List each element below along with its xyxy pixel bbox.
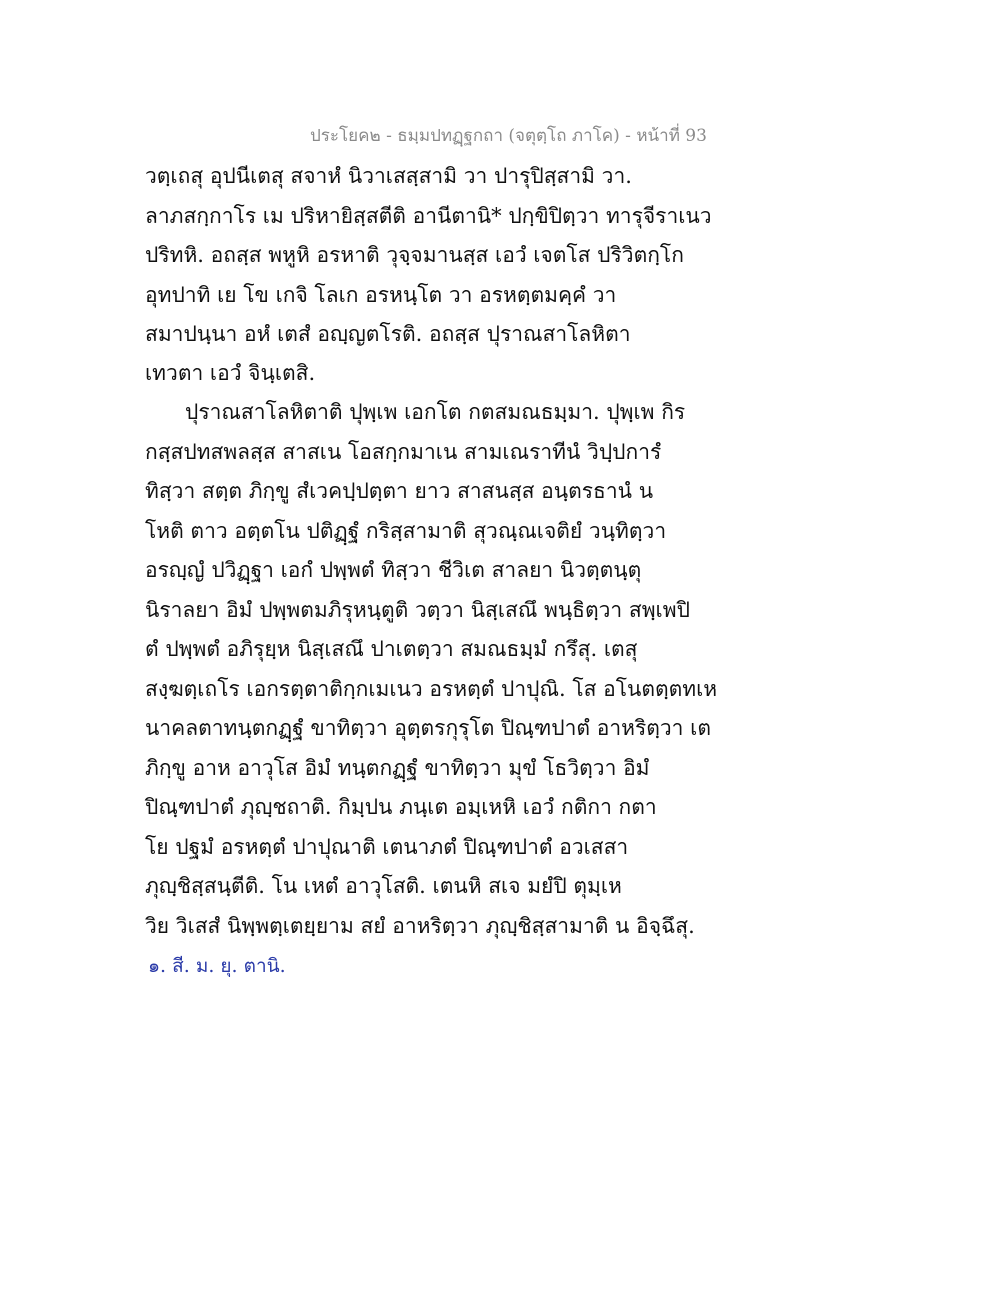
body-line: เทวตา เอวํ จินฺเตสิ. [145,361,316,385]
body-line: โหติ ตาว อตฺตโน ปติฏฺฐํ กริสฺสามาติ สุวณฺณเจติยํ วนฺทิตฺวา [145,519,667,543]
body-line: ปุราณสาโลหิตาติ ปุพฺเพ เอกโต กตสมณธมฺมา. ปุพฺเพ กิร [185,400,686,424]
body-line: ภุญฺชิสฺสนฺตีติ. โน เหตํ อาวุโสติ. เตนหิ สเจ มยํปิ ตุมฺเห [145,874,622,898]
body-line: สงฺฆตฺเถโร เอกรตฺตาติกฺกเมเนว อรหตฺตํ ปาปุณิ. โส อโนตตฺตทเห [145,677,718,701]
body-line: วตฺเถสุ อุปนีเตสุ สจาหํ นิวาเสสฺสามิ วา ปารุปิสฺสามิ วา. [145,164,632,188]
body-line: ลาภสกฺกาโร เม ปริหายิสฺสตีติ อานีตานิ* ปกฺขิปิตฺวา ทารุจีราเนว [145,204,712,228]
body-line: ทิสฺวา สตฺต ภิกฺขู สํเวคปฺปตฺตา ยาว สาสนสฺส อนฺตรธานํ น [145,479,654,503]
body-line: กสฺสปทสพลสฺส สาสเน โอสกฺกมาเน สามเณราทีนํ วิปฺปการํ [145,440,662,464]
body-line: นิราลยา อิมํ ปพฺพตมภิรุหนฺตูติ วตฺวา นิสฺเสณึ พนฺธิตฺวา สพฺเพปิ [145,598,690,622]
body-line: ตํ ปพฺพตํ อภิรุยฺห นิสฺเสณึ ปาเตตฺวา สมณธมฺมํ กรึสุ. เตสุ [145,637,638,661]
body-line: ปิณฺฑปาตํ ภุญฺชถาติ. กิมฺปน ภนฺเต อมฺเหหิ เอวํ กติกา กตา [145,795,657,819]
footnote: ๑. สี. ม. ยุ. ตานิ. [148,955,286,977]
body-line: ภิกฺขู อาห อาวุโส อิมํ ทนฺตกฏฺฐํ ขาทิตฺวา มุขํ โธวิตฺวา อิมํ [145,756,650,780]
body-line: สมาปนฺนา อหํ เตสํ อญฺญตโรติ. อถสฺส ปุราณสาโลหิตา [145,322,631,346]
body-line: อุทปาทิ เย โข เกจิ โลเก อรหนฺโต วา อรหตฺตมคฺคํ วา [145,283,617,307]
body-line: นาคลตาทนฺตกฏฺฐํ ขาทิตฺวา อุตฺตรกุรุโต ปิณฺฑปาตํ อาหริตฺวา เต [145,716,711,740]
body-line: วิย วิเสสํ นิพฺพตฺเตยฺยาม สยํ อาหริตฺวา ภุญฺชิสฺสามาติ น อิจฺฉึสุ. [145,914,695,938]
running-header: ประโยค๒ - ธมฺมปทฏฺฐกถา (จตุตฺโถ ภาโค) - หน้าที่ 93 [310,126,707,146]
body-line: อรญฺญํ ปวิฏฺฐา เอกํ ปพฺพตํ ทิสฺวา ชีวิเต สาลยา นิวตฺตนฺตุ [145,558,642,582]
body-line: ปริทหิ. อถสฺส พหูหิ อรหาติ วุจฺจมานสฺส เอวํ เจตโส ปริวิตกฺโก [145,243,684,267]
body-line: โย ปฐมํ อรหตฺตํ ปาปุณาติ เตนาภตํ ปิณฺฑปาตํ อวเสสา [145,835,629,859]
